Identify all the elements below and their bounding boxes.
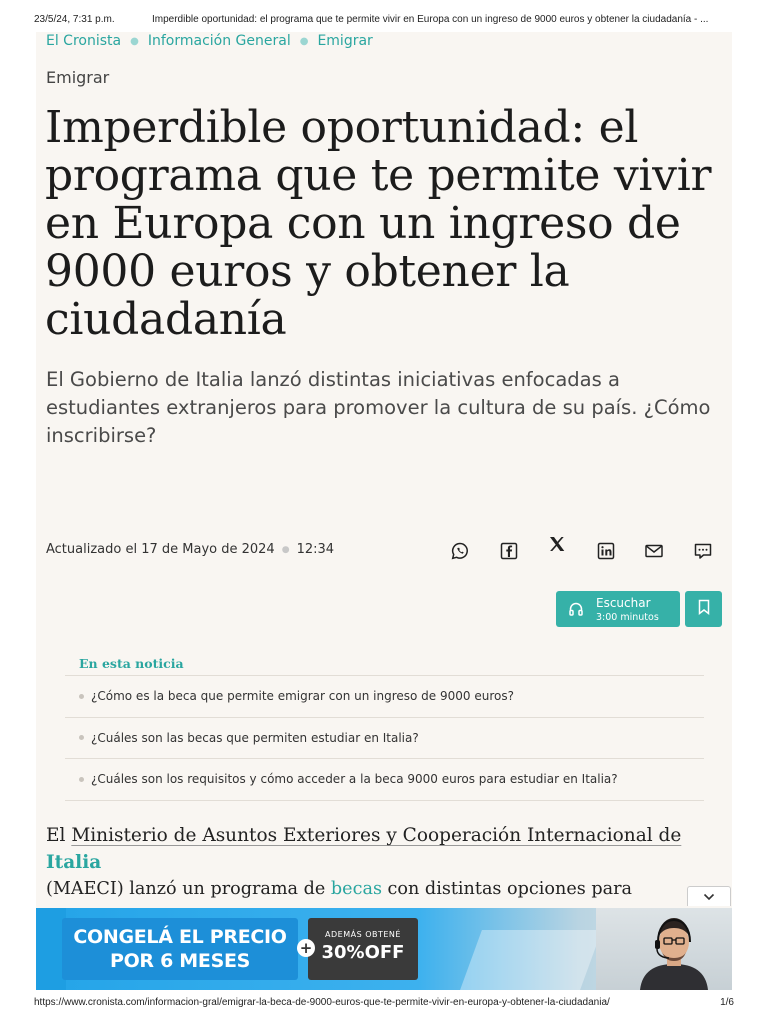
link-ministerio[interactable]: Ministerio de Asuntos Exteriores y Cooperación Internacional de xyxy=(71,825,682,846)
section-label: Emigrar xyxy=(46,68,110,87)
body-text: (MAECI) lanzó un programa de xyxy=(46,879,331,899)
table-of-contents xyxy=(65,652,704,801)
bullet-icon xyxy=(79,735,84,740)
breadcrumb xyxy=(46,33,373,49)
share-bar xyxy=(436,538,727,564)
breadcrumb-item-el-cronista[interactable]: El Cronista xyxy=(46,33,122,49)
print-footer xyxy=(34,997,734,1008)
article-subtitle: El Gobierno de Italia lanzó distintas iniciativas enfocadas a estudiantes extranjeros para promover la cultura de su país. ¿Cómo inscribirse? xyxy=(46,368,711,447)
listen-button[interactable] xyxy=(556,591,680,627)
body-text: con distintas opciones para xyxy=(381,879,633,899)
ad-offer-box xyxy=(62,918,298,980)
toc-item-label: ¿Cómo es la beca que permite emigrar con un ingreso de 9000 euros? xyxy=(91,689,514,704)
toc-item[interactable] xyxy=(65,759,704,801)
ad-discount-text: 30%OFF xyxy=(321,942,405,963)
ad-small-text: ADEMÁS OBTENÉ xyxy=(325,930,401,939)
body-text: El xyxy=(46,825,72,846)
print-page-number: 1/6 xyxy=(720,997,734,1008)
breadcrumb-item-emigrar[interactable]: Emigrar xyxy=(317,33,373,49)
plus-icon: + xyxy=(297,939,315,957)
subscription-ad-banner[interactable] xyxy=(36,908,732,990)
mail-icon[interactable] xyxy=(630,538,679,564)
x-icon[interactable] xyxy=(533,538,582,564)
updated-date: Actualizado el 17 de Mayo de 2024 xyxy=(46,542,275,557)
bookmark-icon xyxy=(697,599,711,620)
toc-item[interactable] xyxy=(65,718,704,760)
ad-line-1: CONGELÁ EL PRECIO xyxy=(73,926,287,948)
print-date: 23/5/24, 7:31 p.m. xyxy=(34,14,115,25)
ad-line-2: POR 6 MESES xyxy=(109,950,251,972)
body-line xyxy=(46,876,732,903)
chevron-down-icon xyxy=(703,888,715,906)
article-page xyxy=(36,32,732,908)
link-italia[interactable]: Italia xyxy=(46,852,102,873)
headphones-icon xyxy=(556,601,596,617)
print-header xyxy=(34,14,734,25)
article-meta xyxy=(46,542,334,557)
print-title: Imperdible oportunidad: el programa que te permite vivir en Europa con un ingreso de 9000 euros y obtener la ciudadanía - ... xyxy=(152,14,709,25)
updated-time: 12:34 xyxy=(296,542,335,557)
listen-label: Escuchar xyxy=(596,595,651,610)
toc-item[interactable] xyxy=(65,676,704,718)
breadcrumb-separator: ● xyxy=(299,35,309,47)
meta-separator: ● xyxy=(281,544,290,555)
ad-person-illustration xyxy=(634,914,714,990)
linkedin-icon[interactable] xyxy=(582,538,631,564)
bookmark-button[interactable] xyxy=(685,591,722,627)
body-line xyxy=(46,822,732,876)
article-headline: Imperdible oportunidad: el programa que te permite vivir en Europa con un ingreso de 9000 euros y obtener la ciudadanía xyxy=(45,102,712,345)
listen-text xyxy=(596,596,659,623)
link-becas[interactable]: becas xyxy=(330,879,382,899)
breadcrumb-item-informacion-general[interactable]: Información General xyxy=(147,33,291,49)
toc-item-label: ¿Cuáles son los requisitos y cómo acceder a la beca 9000 euros para estudiar en Italia? xyxy=(91,772,618,787)
toc-item-label: ¿Cuáles son las becas que permiten estudiar en Italia? xyxy=(91,730,419,745)
bullet-icon xyxy=(79,694,84,699)
whatsapp-icon[interactable] xyxy=(436,538,485,564)
breadcrumb-separator: ● xyxy=(130,35,139,47)
ad-discount-box xyxy=(308,918,418,980)
toc-title: En esta noticia xyxy=(65,652,704,676)
collapse-ad-button[interactable] xyxy=(687,886,731,906)
listen-duration: 3:00 minutos xyxy=(596,611,659,623)
comment-icon[interactable] xyxy=(679,538,728,564)
facebook-icon[interactable] xyxy=(485,538,534,564)
bullet-icon xyxy=(79,777,84,782)
ad-decoration xyxy=(460,930,602,990)
print-url: https://www.cronista.com/informacion-gral/emigrar-la-beca-de-9000-euros-que-te-permite-vivir-en-europa-y-obtener-la-ciudadania/ xyxy=(34,997,610,1008)
